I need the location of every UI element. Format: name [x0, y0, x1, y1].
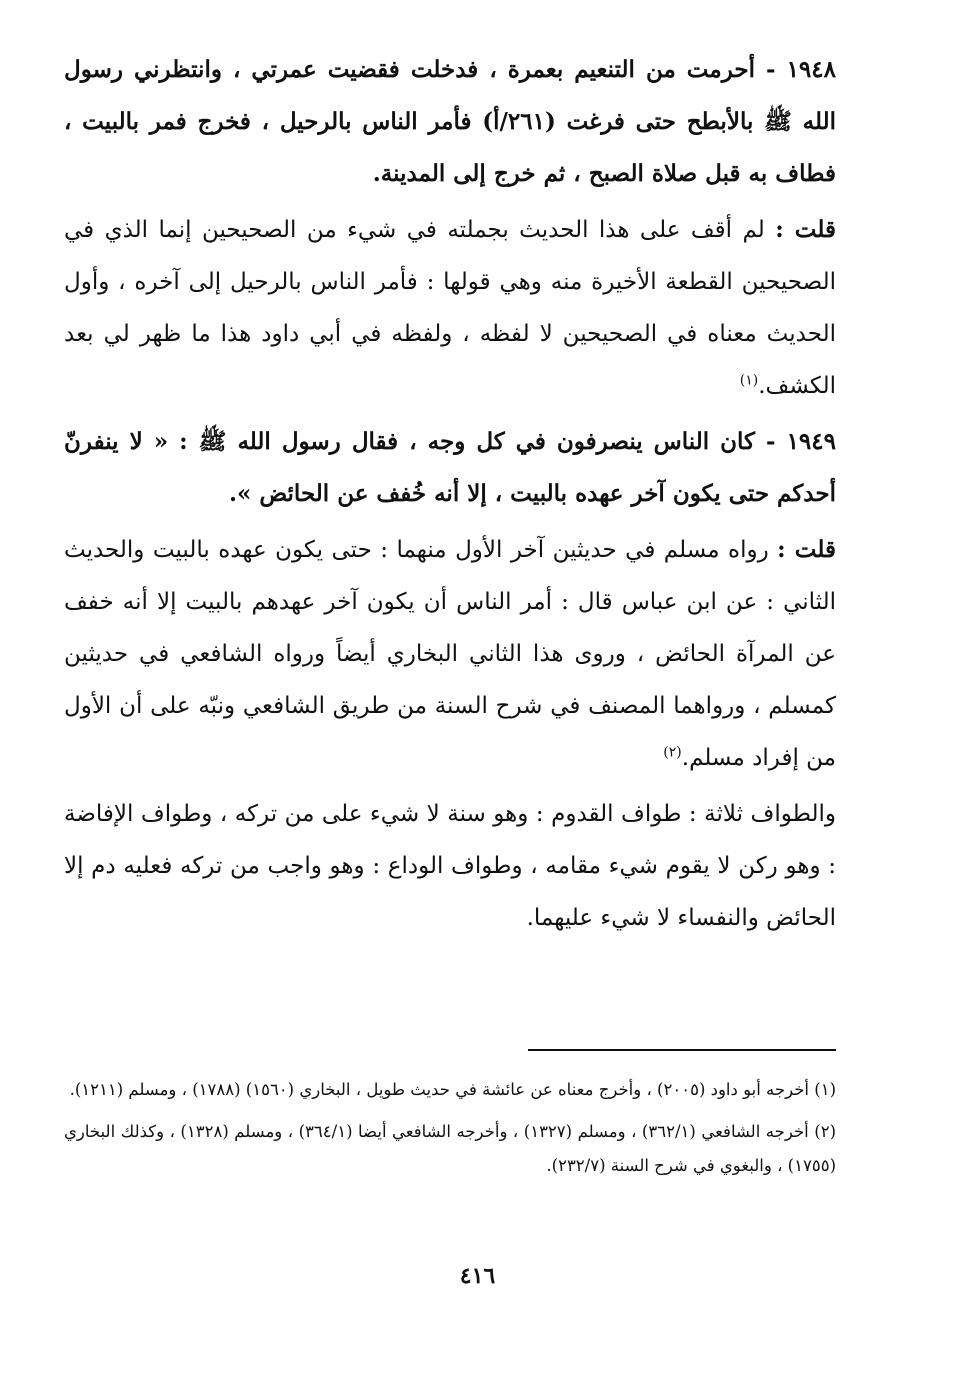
commentary-1949: قلت : رواه مسلم في حديثين آخر الأول منهما : حتى يكون عهده بالبيت والحديث الثاني : عن ابن عباس قال : أمر الناس أن يكون آخر عهدهم بالبيت إلا أنه خفف عن المرآة الحائض ، وروى هذا الثاني البخاري أيضاً ورواه الشافعي في حديثين كمسلم ، ورواهما المصنف في شرح السنة من طريق الشافعي ونبّه على أن الأول من إفراد مسلم.$^{(٢)}$ [64, 536, 836, 771]
commentary-prefix: قلت : [777, 536, 836, 563]
footnote-divider [528, 1049, 836, 1051]
commentary-prefix: قلت : [775, 216, 836, 243]
tawaf-types: والطواف ثلاثة : طواف القدوم : وهو سنة لا شيء على من تركه ، وطواف الإفاضة : وهو ركن لا يقوم شيء مقامه ، وطواف الوداع : وهو واجب من تركه فعليه دم إلا الحائض والنفساء لا شيء عليهما. [64, 801, 836, 931]
hadith-1948: ١٩٤٨ - أحرمت من التنعيم بعمرة ، فدخلت فقضيت عمرتي ، وانتظرني رسول الله ﷺ بالأبطح حتى فرغت (٢٦١/أ) فأمر الناس بالرحيل ، فخرج فمر بالبيت ، فطاف به قبل صلاة الصبح ، ثم خرج إلى المدينة. [64, 56, 836, 187]
footnote-1: (١) أخرجه أبو داود (٢٠٠٥) ، وأخرج معناه عن عائشة في حديث طويل ، البخاري (١٥٦٠) (١٧٨٨) ، ومسلم (١٢١١). [69, 1080, 836, 1099]
main-text [64, 44, 836, 944]
commentary-1948: قلت : لم أقف على هذا الحديث بجملته في شيء من الصحيحين إنما الذي في الصحيحين القطعة الأخيرة منه وهي قولها : فأمر الناس بالرحيل إلى آخره ، وأول الحديث معناه في الصحيحين لا لفظه ، ولفظه في أبي داود هذا ما ظهر لي بعد الكشف.$^{(١)}$ [64, 216, 836, 399]
footnote-2: (٢) أخرجه الشافعي (٣٦٢/١) ، ومسلم (١٣٢٧) ، وأخرجه الشافعي أيضا (٣٦٤/١) ، ومسلم (١٣٢٨) ، وكذلك البخاري (١٧٥٥) ، والبغوي في شرح السنة (٢٣٢/٧). [64, 1122, 837, 1175]
footnotes [64, 1073, 836, 1191]
hadith-1949: ١٩٤٩ - كان الناس ينصرفون في كل وجه ، فقال رسول الله ﷺ : « لا ينفرنّ أحدكم حتى يكون آخر عهده بالبيت ، إلا أنه خُفف عن الحائض ». [64, 428, 836, 507]
footnote-ref-2[interactable]: (٢) [663, 744, 682, 761]
page-number: ٤١٦ [459, 1263, 496, 1289]
footnote-ref-1[interactable]: (١) [739, 372, 759, 389]
